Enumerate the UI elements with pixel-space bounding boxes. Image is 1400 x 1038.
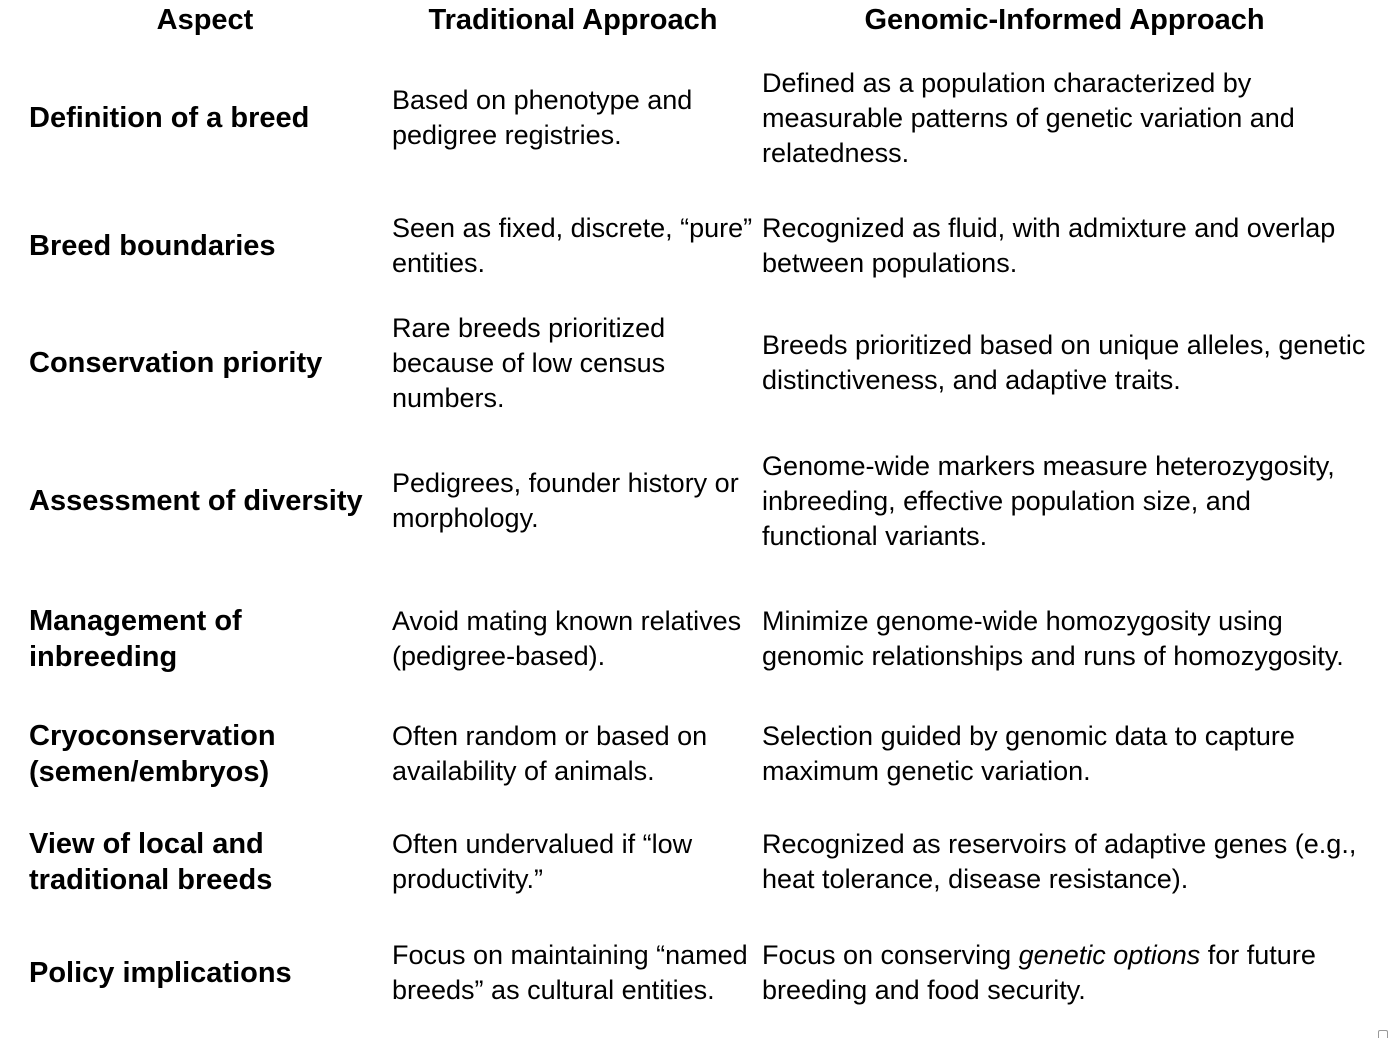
row-genomic-text: Defined as a population characterized by measurable patterns of genetic variation and relatedness. xyxy=(762,67,1295,168)
row-genomic xyxy=(762,918,1367,1028)
row-aspect xyxy=(29,584,379,694)
row-genomic xyxy=(762,824,1367,900)
row-aspect-text: Management of inbreeding xyxy=(29,605,242,673)
row-traditional xyxy=(392,716,754,792)
row-traditional-text: Seen as fixed, discrete, “pure” entities. xyxy=(392,213,753,278)
row-genomic-text: Recognized as fluid, with admixture and overlap between populations. xyxy=(762,213,1336,278)
table-row xyxy=(0,446,1400,556)
row-traditional xyxy=(392,208,754,284)
row-aspect xyxy=(29,824,379,900)
row-aspect xyxy=(29,208,379,284)
row-genomic-text: Genome-wide markers measure heterozygosity, inbreeding, effective population size, and functional variants. xyxy=(762,450,1335,551)
row-aspect-text: Breed boundaries xyxy=(29,230,276,262)
column-header-aspect: Aspect xyxy=(156,4,254,36)
row-genomic xyxy=(762,308,1367,418)
row-aspect-text: Assessment of diversity xyxy=(29,485,363,517)
row-genomic xyxy=(762,62,1367,174)
row-traditional xyxy=(392,446,754,556)
row-genomic-text: Selection guided by genomic data to capture maximum genetic variation. xyxy=(762,721,1295,786)
table-row xyxy=(0,824,1400,900)
resize-handle-icon xyxy=(1378,1030,1388,1038)
row-traditional-text: Often random or based on availability of animals. xyxy=(392,721,708,786)
row-genomic-text: Breeds prioritized based on unique alleles, genetic distinctiveness, and adaptive traits. xyxy=(762,330,1366,395)
row-traditional-text: Based on phenotype and pedigree registries. xyxy=(392,85,693,150)
row-genomic-text xyxy=(762,938,1367,1008)
row-genomic xyxy=(762,716,1367,792)
row-aspect-text: Definition of a breed xyxy=(29,102,310,134)
row-traditional xyxy=(392,584,754,694)
column-header-genomic: Genomic-Informed Approach xyxy=(864,4,1265,36)
row-genomic xyxy=(762,208,1367,284)
row-genomic-text: Minimize genome-wide homozygosity using genomic relationships and runs of homozygosity. xyxy=(762,606,1344,671)
row-genomic xyxy=(762,446,1367,556)
table-row xyxy=(0,308,1400,418)
genomic-text-suffix: for future breeding and food security. xyxy=(762,940,1316,1005)
table-row xyxy=(0,918,1400,1028)
row-aspect xyxy=(29,716,379,792)
genomic-text-prefix: Focus on conserving xyxy=(762,940,1019,970)
row-genomic xyxy=(762,584,1367,694)
table-row xyxy=(0,62,1400,174)
row-traditional-text: Focus on maintaining “named breeds” as cultural entities. xyxy=(392,940,748,1005)
row-aspect-text: Cryoconservation (semen/embryos) xyxy=(29,720,276,788)
row-traditional xyxy=(392,62,754,174)
genomic-text-emphasis: genetic options xyxy=(1018,940,1201,970)
row-traditional-text: Often undervalued if “low productivity.” xyxy=(392,829,693,894)
table-row xyxy=(0,716,1400,792)
row-traditional xyxy=(392,308,754,418)
table-row xyxy=(0,584,1400,694)
row-aspect xyxy=(29,918,379,1028)
row-traditional-text: Rare breeds prioritized because of low census numbers. xyxy=(392,312,666,413)
row-traditional-text: Avoid mating known relatives (pedigree-based). xyxy=(392,606,742,671)
row-aspect xyxy=(29,446,379,556)
row-aspect xyxy=(29,62,379,174)
row-traditional-text: Pedigrees, founder history or morphology. xyxy=(392,468,739,533)
row-genomic-text: Recognized as reservoirs of adaptive genes (e.g., heat tolerance, disease resistance). xyxy=(762,829,1357,894)
table-row xyxy=(0,208,1400,284)
row-traditional xyxy=(392,824,754,900)
row-aspect-text: Conservation priority xyxy=(29,347,323,379)
table-header-row xyxy=(0,0,1400,44)
row-aspect-text: Policy implications xyxy=(29,957,292,989)
column-header-traditional: Traditional Approach xyxy=(428,4,718,36)
row-aspect-text: View of local and traditional breeds xyxy=(29,828,273,896)
row-aspect xyxy=(29,308,379,418)
row-traditional xyxy=(392,918,754,1028)
